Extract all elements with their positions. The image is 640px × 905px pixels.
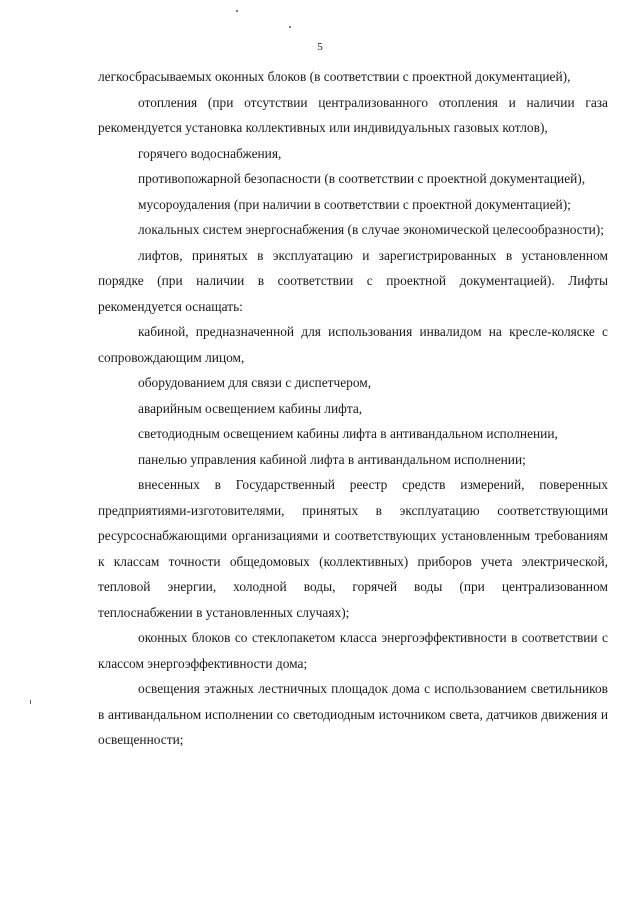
- paragraph-elevators: лифтов, принятых в эксплуатацию и зарегистрированных в установленном порядке (при наличии в соответствии с проектной документацией). Лифты рекомендуется оснащать:: [98, 247, 608, 314]
- paragraph-garbage: мусороудаления (при наличии в соответствии с проектной документацией);: [138, 196, 571, 212]
- scan-speck: [289, 26, 291, 28]
- paragraph-elevator-cabin: кабиной, предназначенной для использования инвалидом на кресле-коляске с сопровождающим лицом,: [98, 324, 608, 365]
- scan-speck: [30, 700, 31, 704]
- paragraph-elevator-emergency-light: аварийным освещением кабины лифта,: [138, 400, 363, 416]
- paragraph-lighting: освещения этажных лестничных площадок дома с использованием светильников в антивандальном исполнении со светодиодным источником света, датчиков движения и освещенности;: [98, 681, 608, 747]
- paragraph-meters: внесенных в Государственный реестр средств измерений, поверенных предприятиями-изготовителями, принятых в эксплуатацию соответствующими ресурсоснабжающими организациями и соответствующих установленным требованиям к классам точности общедомовых (коллективных) приборов учета электрической, тепловой энергии, холодной воды, горячей воды (при централизованном теплоснабжении в установленных случаях);: [98, 477, 608, 620]
- scan-speck: [236, 10, 238, 12]
- paragraph-elevator-dispatch: оборудованием для связи с диспетчером,: [138, 375, 372, 390]
- paragraph-energy: локальных систем энергоснабжения (в случае экономической целесообразности);: [138, 222, 604, 237]
- page-number: 5: [317, 41, 323, 53]
- paragraph-elevator-panel: панелью управления кабиной лифта в антивандальном исполнении;: [138, 451, 526, 467]
- paragraph-fire-safety: противопожарной безопасности (в соответствии с проектной документацией),: [138, 171, 586, 186]
- paragraph-windows: легкосбрасываемых оконных блоков (в соответствии с проектной документацией),: [98, 69, 571, 84]
- paragraph-heating: отопления (при отсутствии централизованного отопления и наличии газа рекомендуется установка коллективных или индивидуальных газовых котлов),: [98, 94, 608, 135]
- document-body: [98, 64, 608, 753]
- paragraph-hot-water: горячего водоснабжения,: [138, 145, 282, 161]
- paragraph-window-blocks: оконных блоков со стеклопакетом класса энергоэффективности в соответствии с классом энергоэффективности дома;: [98, 630, 608, 671]
- paragraph-elevator-led-light: светодиодным освещением кабины лифта в антивандальном исполнении,: [138, 426, 558, 441]
